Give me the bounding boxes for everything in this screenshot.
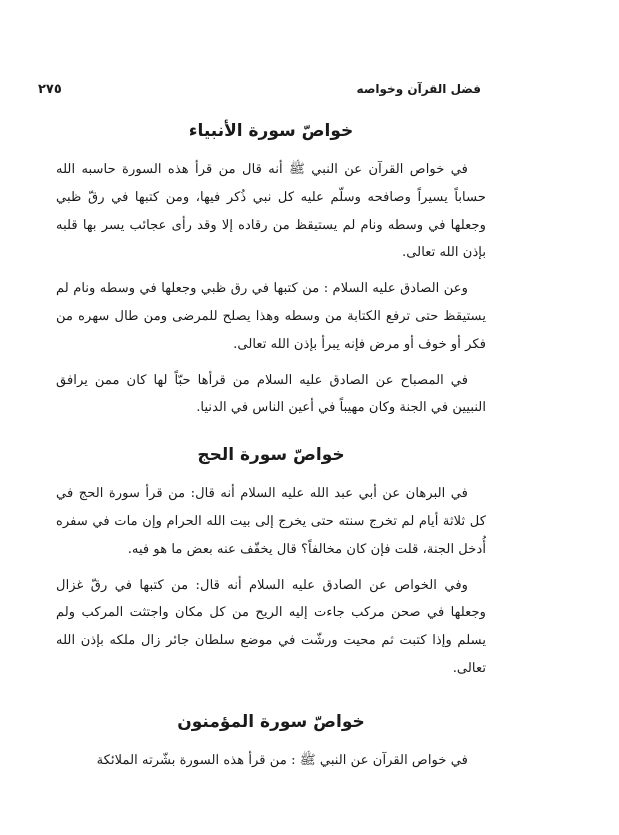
section-muminun xyxy=(56,709,486,775)
section-anbiya xyxy=(56,118,486,422)
paragraph: في المصباح عن الصادق عليه السلام من قرأها حبّاً لها كان ممن يرافق النبيين في الجنة وكان مهيباً في أعين الناس في الدنيا. xyxy=(56,372,486,416)
section-hajj xyxy=(56,442,486,683)
paragraph: في خواص القرآن عن النبي ﷺ : من قرأ هذه السورة بشّرته الملائكة xyxy=(96,752,468,768)
page-number: ٢٧٥ xyxy=(38,81,62,97)
page-content xyxy=(56,118,486,783)
paragraph: في البرهان عن أبي عبد الله عليه السلام أنه قال: من قرأ سورة الحج في كل ثلاثة أيام لم تخرج سنته حتى يخرج إلى بيت الله الحرام وإن مات في سفره أُدخل الجنة، قلت فإن كان مخالفاً؟ قال يخفّف عنه بعض ما هو فيه. xyxy=(56,486,486,557)
page-header xyxy=(38,78,481,100)
section-title: خواصّ سورة المؤمنون xyxy=(177,711,365,732)
section-title: خواصّ سورة الأنبياء xyxy=(188,121,354,141)
paragraph: في خواص القرآن عن النبي ﷺ أنه قال من قرأ هذه السورة حاسبه الله حساباً يسيراً وصافحه وسلّم عليه كل نبي ذُكر فيها، ومن كتبها في رقّ ظبي وجعلها في وسطه ونام لم يستيقظ من رقاده إلا وقد رأى عجائب يسر بها قلبه بإذن الله تعالى. xyxy=(56,162,486,261)
running-title: فضل القرآن وخواصه xyxy=(356,82,481,96)
paragraph: وعن الصادق عليه السلام : من كتبها في رق ظبي وجعلها في وسطه ونام لم يستيقظ حتى ترفع الكتابة من وسطه وهذا يصلح للمرضى ومن طال سهره من فكر أو خوف أو مرض فإنه يبرأ بإذن الله تعالى. xyxy=(56,281,486,352)
paragraph: وفي الخواص عن الصادق عليه السلام أنه قال: من كتبها في رقّ غزال وجعلها في صحن مركب جاءت إليه الريح من كل مكان واجتثت المركب ولم يسلم وإذا كتبت ثم محيت ورشّت في موضع سلطان جائر زال ملكه بإذن الله تعالى. xyxy=(56,577,486,676)
section-title: خواصّ سورة الحج xyxy=(197,445,345,466)
